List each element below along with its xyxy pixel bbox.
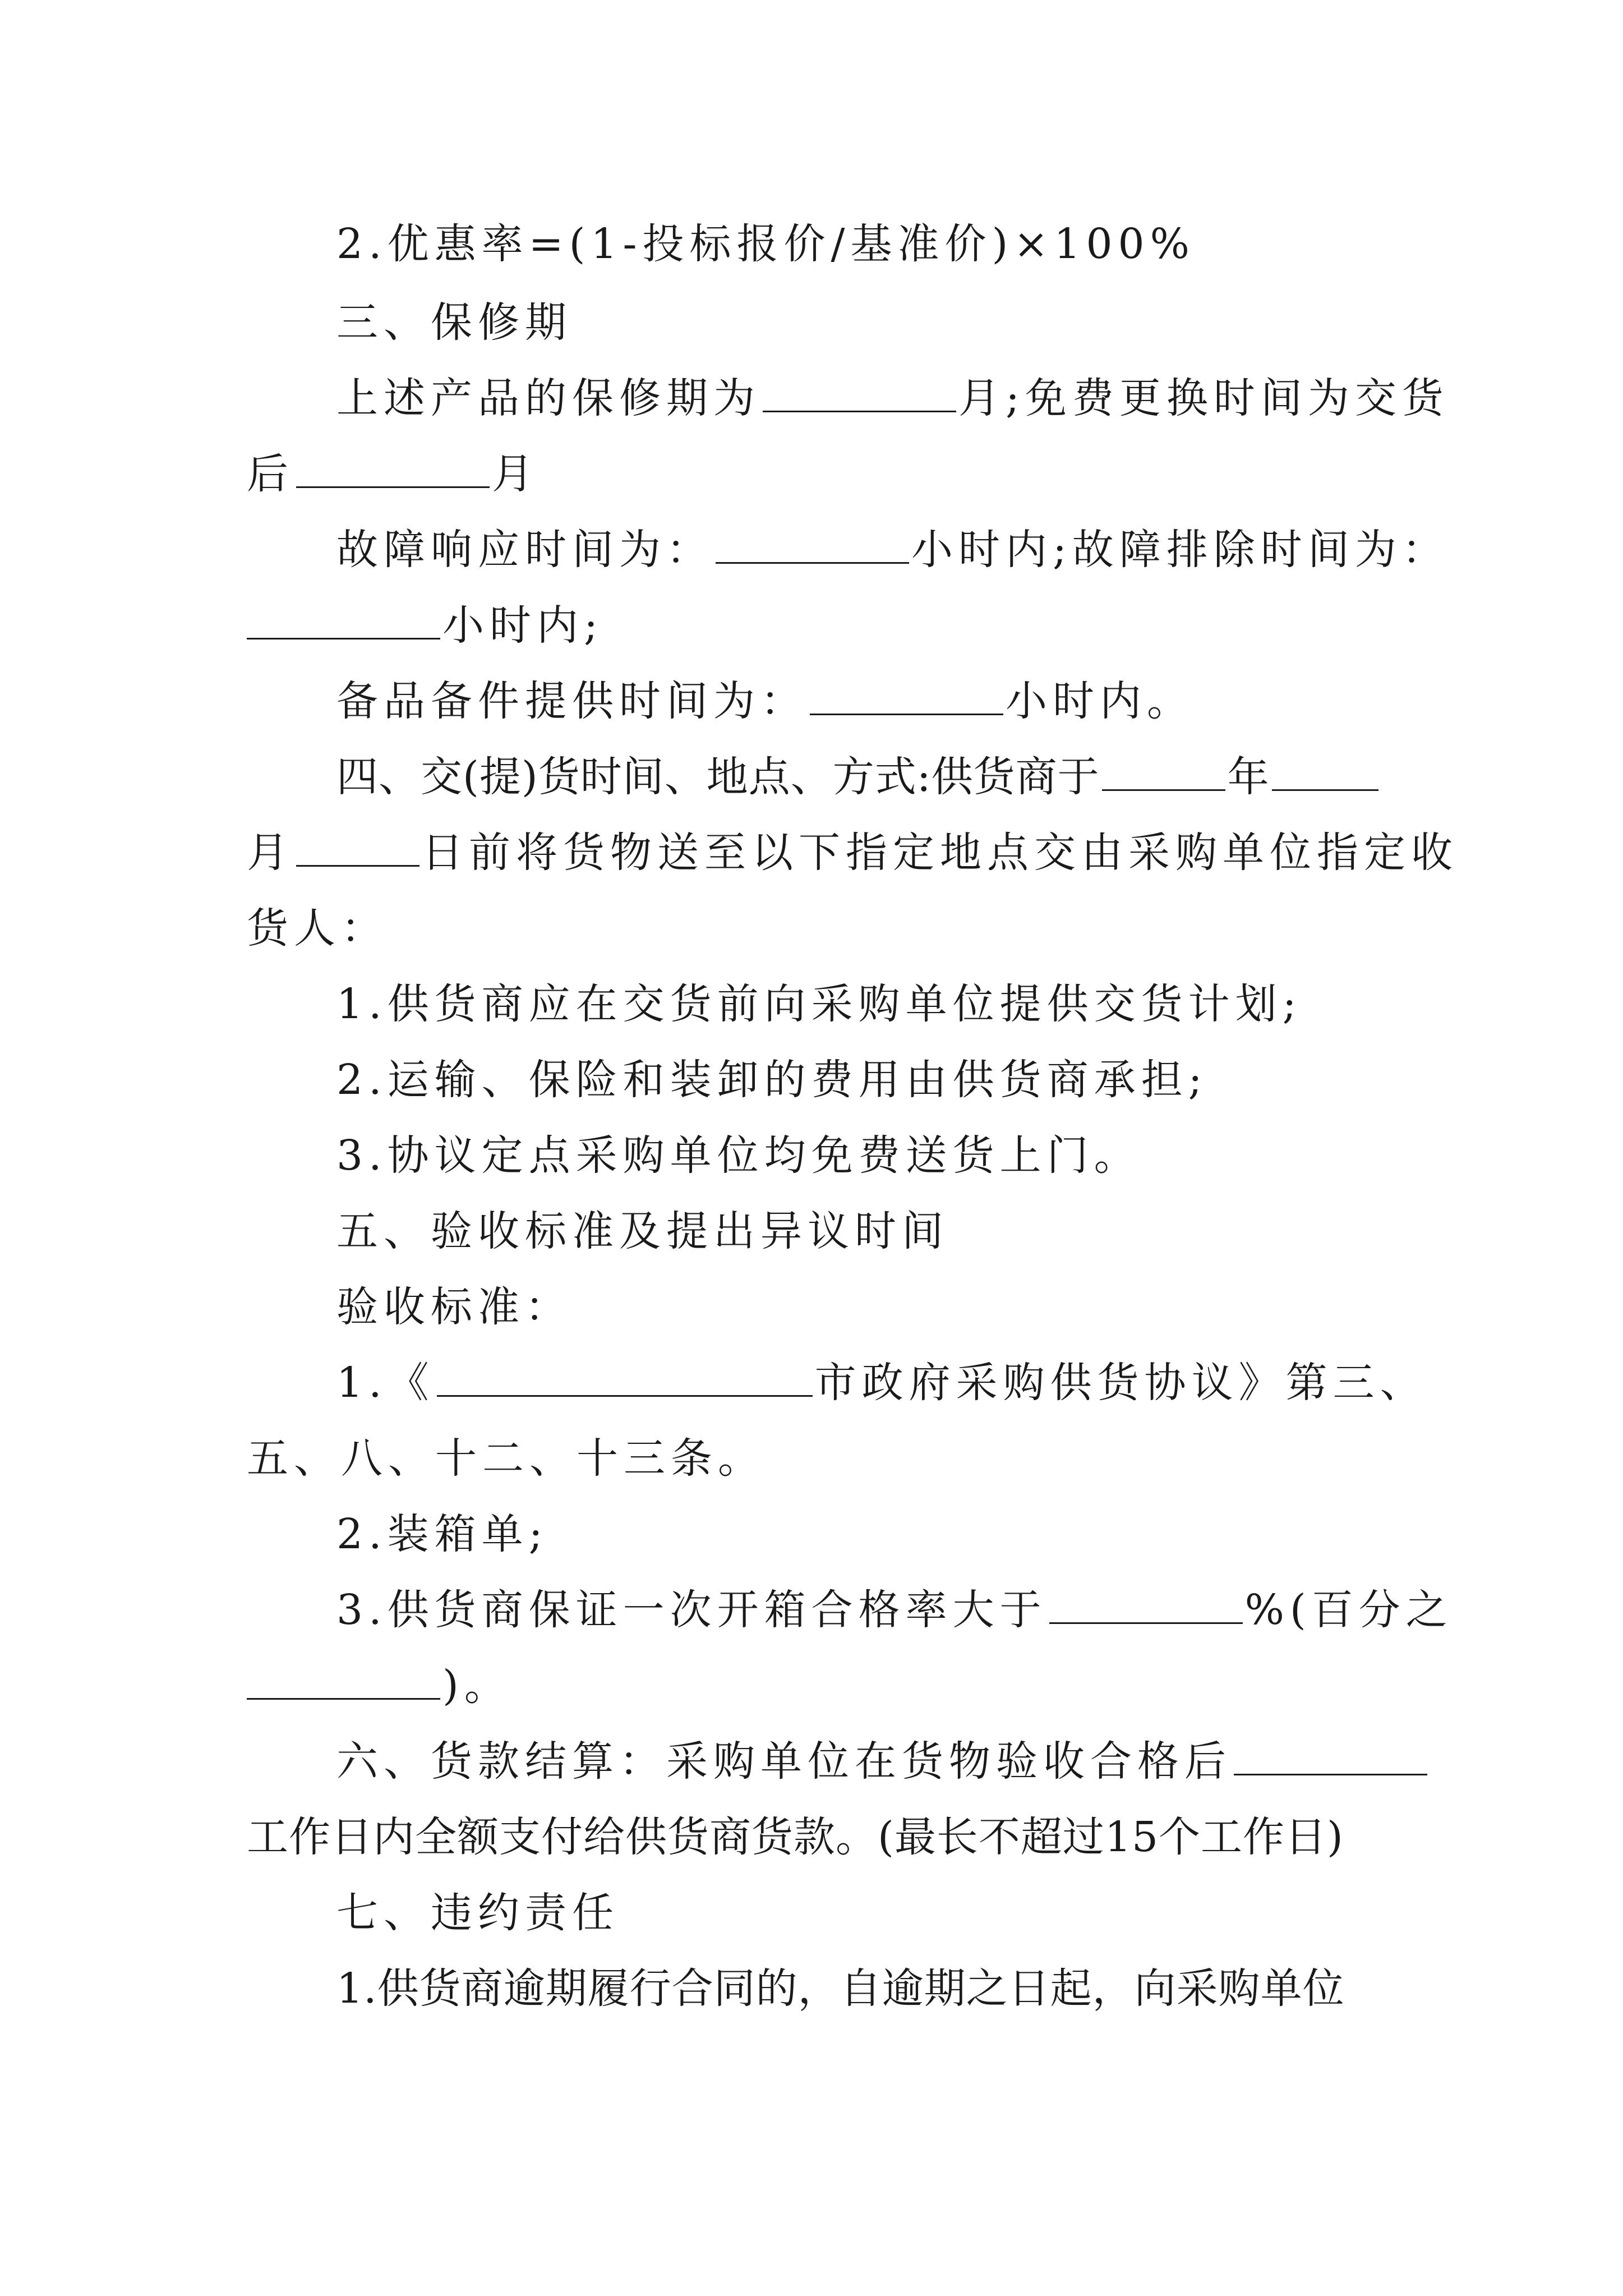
- text: 2.装箱单;: [336, 1510, 548, 1558]
- text: 日前将货物送至以下指定地点交由采购单位指定收: [422, 829, 1458, 877]
- blank-field: [763, 376, 956, 412]
- text: 月;免费更换时间为交货: [958, 374, 1449, 422]
- list-item-packing-list: [336, 1506, 548, 1562]
- blank-field: [1049, 1588, 1243, 1624]
- list-item-pass-rate: [336, 1582, 1453, 1638]
- text: 1.供货商逾期履行合同的，自逾期之日起，向采购单位: [336, 1964, 1345, 2013]
- blank-field: [1234, 1739, 1427, 1775]
- section-heading-delivery: [336, 749, 1381, 805]
- list-item-free-delivery: [336, 1128, 1141, 1184]
- list-item-agreement-clauses: [336, 1355, 1427, 1411]
- paragraph-spare-parts: [336, 673, 1194, 729]
- text: 五、八、十二、十三条。: [247, 1434, 765, 1483]
- paragraph-response-time-cont: [247, 597, 603, 654]
- text: 年: [1227, 753, 1270, 801]
- text: 小时内;故障排除时间为：: [911, 526, 1449, 574]
- text: 月: [247, 829, 294, 877]
- text: 3.协议定点采购单位均免费送货上门。: [336, 1131, 1141, 1180]
- paragraph-acceptance-standard: [336, 1279, 572, 1335]
- paragraph-warranty-period-cont: [247, 446, 539, 502]
- text: 市政府采购供货协议》第三、: [814, 1359, 1427, 1407]
- blank-field: [1272, 754, 1378, 791]
- text: 货人：: [247, 904, 388, 953]
- text: 3.供货商保证一次开箱合格率大于: [336, 1586, 1047, 1634]
- blank-field: [247, 603, 440, 639]
- text: )。: [442, 1662, 511, 1710]
- text: 小时内;: [442, 601, 603, 650]
- text: 2.优惠率=(1-投标报价/基准价)×100%: [336, 220, 1195, 268]
- paragraph-delivery-cont: [247, 825, 1458, 881]
- text: 备品备件提供时间为：: [336, 677, 808, 725]
- paragraph-payment-cont: [247, 1809, 1344, 1865]
- blank-field: [716, 527, 909, 564]
- text: 上述产品的保修期为: [336, 374, 760, 422]
- formula-discount-rate: [336, 216, 1195, 272]
- paragraph-delivery-recipient: [247, 900, 388, 956]
- blank-field: [247, 1663, 440, 1700]
- blank-field: [296, 830, 419, 867]
- paragraph-pass-rate-cont: [247, 1658, 511, 1714]
- text: %(百分之: [1244, 1586, 1453, 1634]
- section-heading-liability: [336, 1885, 619, 1941]
- text: 四、交(提)货时间、地点、方式:供货商于: [336, 753, 1100, 801]
- text: 小时内。: [1006, 677, 1194, 725]
- section-heading-acceptance: [336, 1203, 949, 1259]
- blank-field: [1102, 754, 1225, 791]
- text: 工作日内全额支付给供货商货款。(最长不超过15个工作日): [247, 1813, 1344, 1861]
- section-heading-warranty: [336, 295, 572, 351]
- text: 1.供货商应在交货前向采购单位提供交货计划;: [336, 980, 1302, 1028]
- text: 故障响应时间为：: [336, 526, 713, 574]
- list-item-delivery-plan: [336, 976, 1302, 1032]
- paragraph-agreement-clauses-cont: [247, 1430, 765, 1487]
- text: 1.《: [336, 1359, 435, 1407]
- text: 七、违约责任: [336, 1889, 619, 1937]
- blank-field: [437, 1360, 813, 1397]
- text: 五、验收标准及提出异议时间: [336, 1207, 949, 1255]
- paragraph-warranty-period: [336, 370, 1449, 426]
- text: 月: [492, 450, 539, 498]
- text: 六、货款结算：采购单位在货物验收合格后: [336, 1737, 1232, 1786]
- list-item-delivery-costs: [336, 1052, 1208, 1108]
- paragraph-response-time: [336, 522, 1449, 578]
- blank-field: [296, 452, 490, 488]
- text: 2.运输、保险和装卸的费用由供货商承担;: [336, 1056, 1208, 1104]
- blank-field: [810, 679, 1003, 715]
- text: 三、保修期: [336, 298, 572, 347]
- list-item-late-performance: [336, 1961, 1345, 2017]
- section-heading-payment: [336, 1733, 1430, 1789]
- text: 验收标准：: [336, 1283, 572, 1331]
- text: 后: [247, 450, 294, 498]
